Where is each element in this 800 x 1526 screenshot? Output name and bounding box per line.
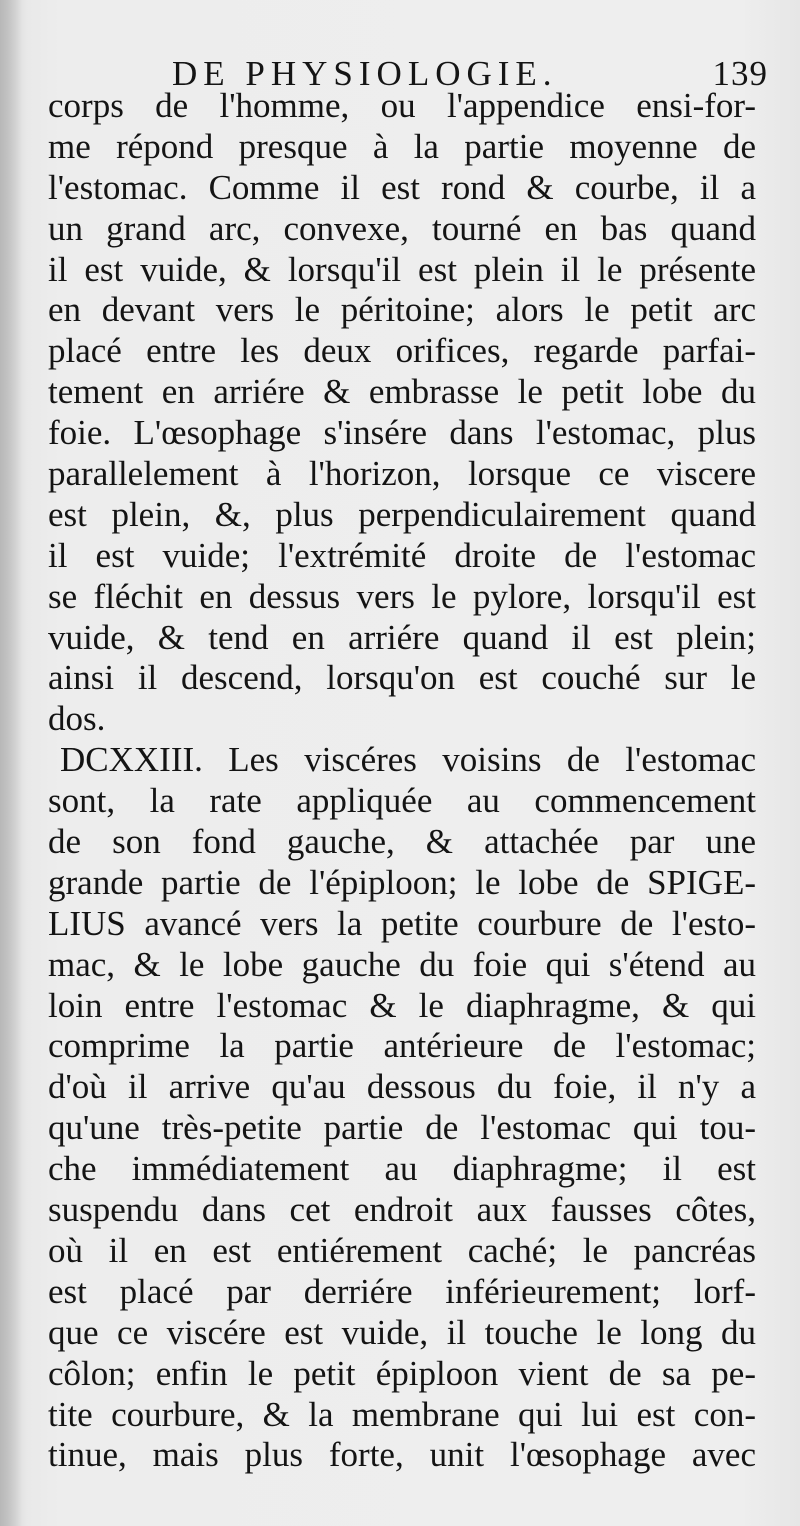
text-line: ainsi il descend, lorsqu'on est couché sur le bbox=[48, 658, 756, 698]
text-line: tement en arriére & embrasse le petit lobe du bbox=[48, 372, 756, 412]
text-line: qu'une très-petite partie de l'estomac qui tou- bbox=[48, 1108, 756, 1148]
text-line: un grand arc, convexe, tourné en bas quand bbox=[48, 208, 756, 248]
text-line: LIUS avancé vers la petite courbure de l'esto- bbox=[48, 903, 756, 943]
text-line: où il en est entiérement caché; le pancréas bbox=[48, 1230, 756, 1270]
text-line: corps de l'homme, ou l'appendice ensi-for- bbox=[48, 86, 756, 125]
text-line: comprime la partie antérieure de l'estomac; bbox=[48, 1026, 756, 1066]
text-line: en devant vers le péritoine; alors le petit arc bbox=[48, 290, 756, 330]
paragraph-start-line: DCXXIII. Les viscéres voisins de l'estomac bbox=[60, 740, 756, 780]
text-line: vuide, & tend en arriére quand il est plein; bbox=[48, 617, 756, 657]
text-line: tite courbure, & la membrane qui lui est con- bbox=[48, 1394, 756, 1434]
text-line: que ce viscére est vuide, il touche le long du bbox=[48, 1312, 756, 1352]
text-line: placé entre les deux orifices, regarde parfai- bbox=[48, 331, 756, 371]
text-line: che immédiatement au diaphragme; il est bbox=[48, 1149, 756, 1189]
text-line: il est vuide, & lorsqu'il est plein il le présente bbox=[48, 249, 756, 289]
text-line: mac, & le lobe gauche du foie qui s'étend au bbox=[48, 944, 756, 984]
text-line: côlon; enfin le petit épiploon vient de sa pe- bbox=[48, 1353, 756, 1393]
text-line: loin entre l'estomac & le diaphragme, & qui bbox=[48, 985, 756, 1025]
text-line: dos. bbox=[48, 699, 106, 739]
text-line: sont, la rate appliquée au commencement bbox=[48, 781, 756, 821]
text-line: est plein, &, plus perpendiculairement quand bbox=[48, 494, 756, 534]
text-line: se fléchit en dessus vers le pylore, lorsqu'il est bbox=[48, 576, 756, 616]
text-line: l'estomac. Comme il est rond & courbe, il a bbox=[48, 167, 756, 207]
text-line: de son fond gauche, & attachée par une bbox=[48, 822, 756, 862]
text-line: suspendu dans cet endroit aux fausses côtes, bbox=[48, 1190, 756, 1230]
page-number: 139 bbox=[712, 54, 768, 93]
text-line: tinue, mais plus forte, unit l'œsophage avec bbox=[48, 1435, 756, 1475]
text-line: il est vuide; l'extrémité droite de l'estomac bbox=[48, 535, 756, 575]
body-text bbox=[48, 86, 756, 1476]
text-line: grande partie de l'épiploon; le lobe de SPIGE- bbox=[48, 862, 756, 902]
text-line: est placé par derriére inférieurement; lorf- bbox=[48, 1271, 756, 1311]
running-title: DE PHYSIOLOGIE. bbox=[172, 54, 558, 93]
text-line: parallelement à l'horizon, lorsque ce viscere bbox=[48, 454, 756, 494]
text-line: d'où il arrive qu'au dessous du foie, il n'y a bbox=[48, 1067, 756, 1107]
text-line: foie. L'œsophage s'insére dans l'estomac, plus bbox=[48, 413, 756, 453]
text-line: me répond presque à la partie moyenne de bbox=[48, 126, 756, 166]
